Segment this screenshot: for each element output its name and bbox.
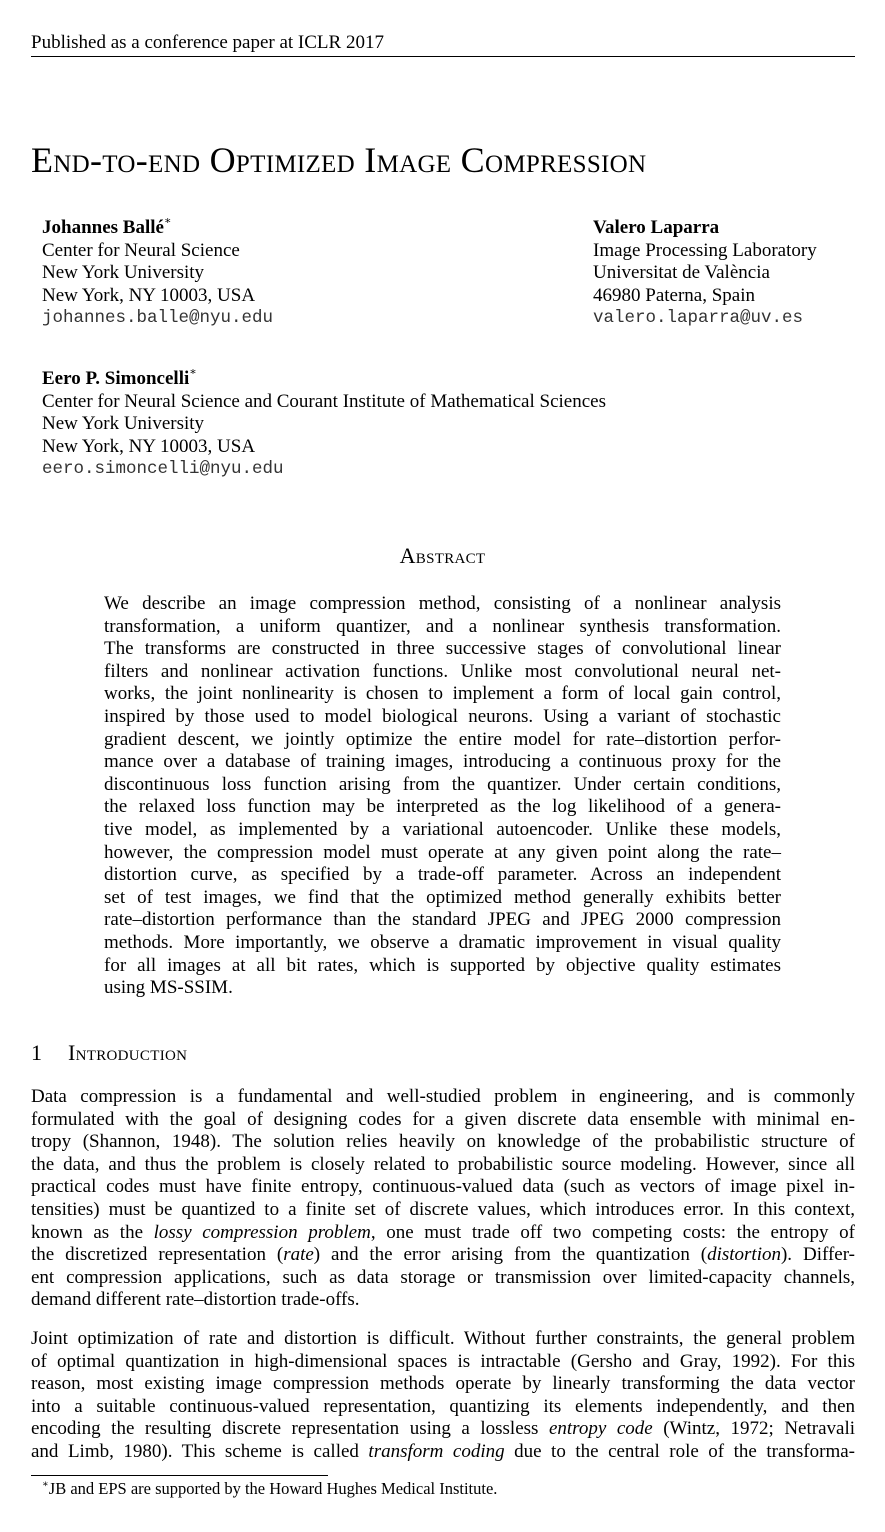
paragraph-line: ent compression applications, such as data storage or transmission over limited-capacity channels, — [31, 1266, 855, 1288]
footnote-rule — [31, 1475, 328, 1476]
author-affiliation: Image Processing Laboratory — [593, 239, 817, 261]
author-name: Eero P. Simoncelli — [42, 368, 190, 389]
text-run: encoding the resulting discrete representation using a lossless — [31, 1418, 549, 1440]
paper-title: End-to-end Optimized Image Compression — [31, 140, 647, 180]
abstract-line: rate–distortion performance than the standard JPEG and JPEG 2000 compression — [104, 909, 781, 931]
text-run: the discretized representation ( — [31, 1244, 284, 1266]
abstract-line: We describe an image compression method, consisting of a nonlinear analysis — [104, 593, 781, 614]
paragraph-line: reason, most existing image compression methods operate by linearly transforming the data vector — [31, 1373, 855, 1395]
abstract-line: filters and nonlinear activation functions. Unlike most convolutional neural net- — [104, 660, 781, 682]
footnote — [42, 1479, 497, 1499]
author-simoncelli — [42, 365, 606, 481]
author-affiliation: New York University — [42, 413, 205, 435]
abstract-line: using MS-SSIM. — [104, 977, 233, 999]
abstract-line: inspired by those used to model biological neurons. Using a variant of stochastic — [104, 705, 781, 727]
author-email: johannes.balle@nyu.edu — [42, 308, 274, 329]
emphasis-term: transform coding — [368, 1440, 505, 1462]
author-affiliation: New York, NY 10003, USA — [42, 284, 256, 306]
paragraph-line: the data, and thus the problem is closely related to probabilistic source modeling. However, since all — [31, 1153, 855, 1175]
abstract-line: The transforms are constructed in three successive stages of convolutional linear — [104, 638, 781, 660]
author-affiliation: 46980 Paterna, Spain — [593, 284, 756, 306]
emphasis-term: rate — [283, 1244, 314, 1266]
abstract-line: for all images at all bit rates, which is supported by objective quality estimates — [104, 954, 781, 976]
paragraph-line — [31, 1441, 855, 1464]
author-affiliation: New York University — [42, 262, 205, 284]
text-run: ) and the error arising from the quantization ( — [313, 1244, 708, 1266]
header-rule — [31, 56, 855, 57]
author-affiliation: Center for Neural Science and Courant Institute of Mathematical Sciences — [42, 390, 606, 412]
text-run: due to the central role of the transforma- — [504, 1440, 855, 1462]
text-run: , one must trade off two competing costs: the entropy of — [370, 1221, 855, 1243]
emphasis-term: entropy code — [548, 1418, 653, 1440]
abstract-line: mance over a database of training images, introducing a continuous proxy for the — [104, 751, 781, 773]
footnote-text: JB and EPS are supported by the Howard Hughes Medical Institute. — [48, 1479, 498, 1498]
abstract-line: the relaxed loss function may be interpreted as the log likelihood of a genera- — [104, 796, 781, 818]
paragraph-line: into a suitable continuous-valued representation, quantizing its elements independently, and then — [31, 1395, 855, 1417]
abstract-line: transformation, a uniform quantizer, and a nonlinear synthesis transformation. — [104, 615, 781, 637]
abstract-line: discontinuous loss function arising from the quantizer. Under certain conditions, — [104, 773, 781, 795]
text-run: known as the — [31, 1221, 154, 1243]
author-footnote-mark: ∗ — [189, 365, 197, 378]
paragraph-line: tensities) must be quantized to a finite set of discrete values, which introduces error. In this context, — [31, 1198, 855, 1220]
author-footnote-mark: ∗ — [163, 214, 172, 227]
abstract-line: gradient descent, we jointly optimize the entire model for rate–distortion perfor- — [104, 728, 781, 750]
abstract-line: set of test images, we find that the optimized method generally exhibits better — [104, 886, 781, 908]
author-name: Valero Laparra — [593, 217, 720, 238]
author-affiliation: Center for Neural Science — [42, 239, 240, 261]
paragraph-line — [31, 1244, 855, 1267]
footnote-mark: ∗ — [42, 1478, 49, 1490]
emphasis-term: distortion — [707, 1244, 781, 1266]
author-laparra — [593, 217, 817, 330]
abstract-line: distortion curve, as specified by a trade-off parameter. Across an independent — [104, 864, 781, 886]
paragraph-line: practical codes must have finite entropy, continuous-valued data (such as vectors of image pixel in- — [31, 1176, 855, 1198]
paragraph-line — [31, 1222, 855, 1245]
text-run: and Limb, 1980). This scheme is called — [31, 1440, 369, 1462]
intro-paragraph-1 — [31, 1086, 855, 1312]
paragraph-line — [31, 1418, 855, 1441]
author-email: eero.simoncelli@nyu.edu — [42, 459, 284, 480]
intro-paragraph-2 — [31, 1328, 855, 1464]
paragraph-line: Data compression is a fundamental and well-studied problem in engineering, and is commonly — [31, 1086, 855, 1107]
text-run: ). Differ- — [780, 1244, 855, 1266]
paragraph-line: demand different rate–distortion trade-offs. — [31, 1289, 360, 1311]
author-affiliation: New York, NY 10003, USA — [42, 435, 256, 457]
emphasis-term: lossy compression problem — [153, 1221, 371, 1243]
text-run: (Wintz, 1972; Netravali — [652, 1418, 855, 1440]
author-name: Johannes Ballé — [42, 217, 164, 238]
author-email: valero.laparra@uv.es — [593, 308, 804, 329]
abstract-body — [104, 593, 781, 1000]
abstract-line: tive model, as implemented by a variational autoencoder. Unlike these models, — [104, 818, 781, 840]
section-number: 1 — [31, 1040, 42, 1065]
abstract-heading: Abstract — [399, 543, 486, 568]
section-title: Introduction — [68, 1040, 188, 1065]
paragraph-line: Joint optimization of rate and distortion is difficult. Without further constraints, the general problem — [31, 1328, 855, 1349]
paragraph-line: formulated with the goal of designing codes for a given discrete data ensemble with minimal en- — [31, 1108, 855, 1130]
author-affiliation: Universitat de València — [593, 262, 770, 284]
paragraph-line: tropy (Shannon, 1948). The solution relies heavily on knowledge of the probabilistic structure of — [31, 1131, 855, 1153]
running-header: Published as a conference paper at ICLR 2017 — [31, 32, 384, 53]
author-balle — [42, 214, 274, 330]
abstract-line: however, the compression model must operate at any given point along the rate– — [104, 841, 781, 863]
abstract-line: works, the joint nonlinearity is chosen to implement a form of local gain control, — [104, 683, 781, 705]
section-heading — [31, 1040, 187, 1066]
abstract-line: methods. More importantly, we observe a dramatic improvement in visual quality — [104, 931, 781, 953]
paragraph-line: of optimal quantization in high-dimensional spaces is intractable (Gersho and Gray, 1992). For this — [31, 1350, 855, 1372]
